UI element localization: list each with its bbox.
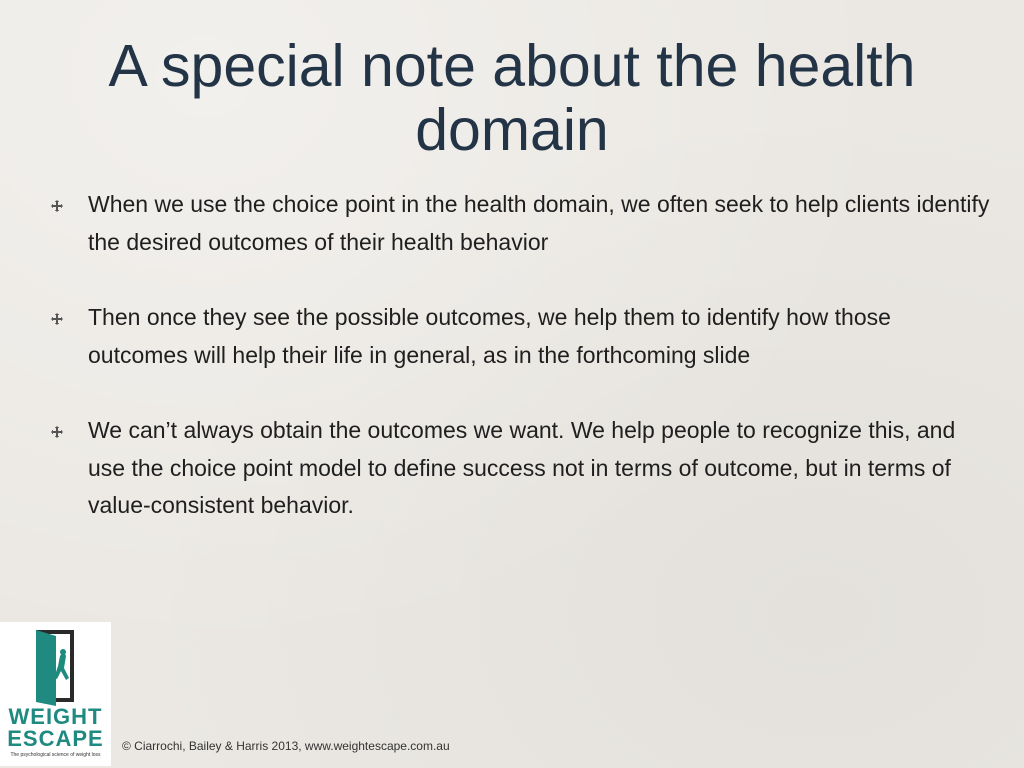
bullet-text: Then once they see the possible outcomes, we help them to identify how those outcomes will help their life in general, as in the forthcoming slide bbox=[88, 304, 891, 368]
plus-cross-icon bbox=[51, 426, 63, 438]
logo-word-escape: ESCAPE bbox=[7, 726, 104, 751]
logo-word-weight: WEIGHT bbox=[8, 704, 103, 729]
bullet-item bbox=[50, 412, 990, 525]
copyright-footer: © Ciarrochi, Bailey & Harris 2013, www.weightescape.com.au bbox=[122, 739, 450, 753]
weight-escape-logo bbox=[0, 622, 111, 766]
slide-title: A special note about the health domain bbox=[108, 33, 916, 163]
bullet-text: We can’t always obtain the outcomes we want. We help people to recognize this, and use the choice point model to define success not in terms of outcome, but in terms of value-consistent behavior. bbox=[88, 417, 956, 518]
bullet-list bbox=[50, 186, 990, 563]
open-door-icon bbox=[0, 622, 111, 706]
plus-cross-icon bbox=[51, 313, 63, 325]
bullet-text: When we use the choice point in the health domain, we often seek to help clients identify the desired outcomes of their health behavior bbox=[88, 191, 990, 255]
bullet-item bbox=[50, 186, 990, 261]
plus-cross-icon bbox=[51, 200, 63, 212]
bullet-item bbox=[50, 299, 990, 374]
logo-tagline: The psychological science of weight loss bbox=[10, 752, 101, 758]
